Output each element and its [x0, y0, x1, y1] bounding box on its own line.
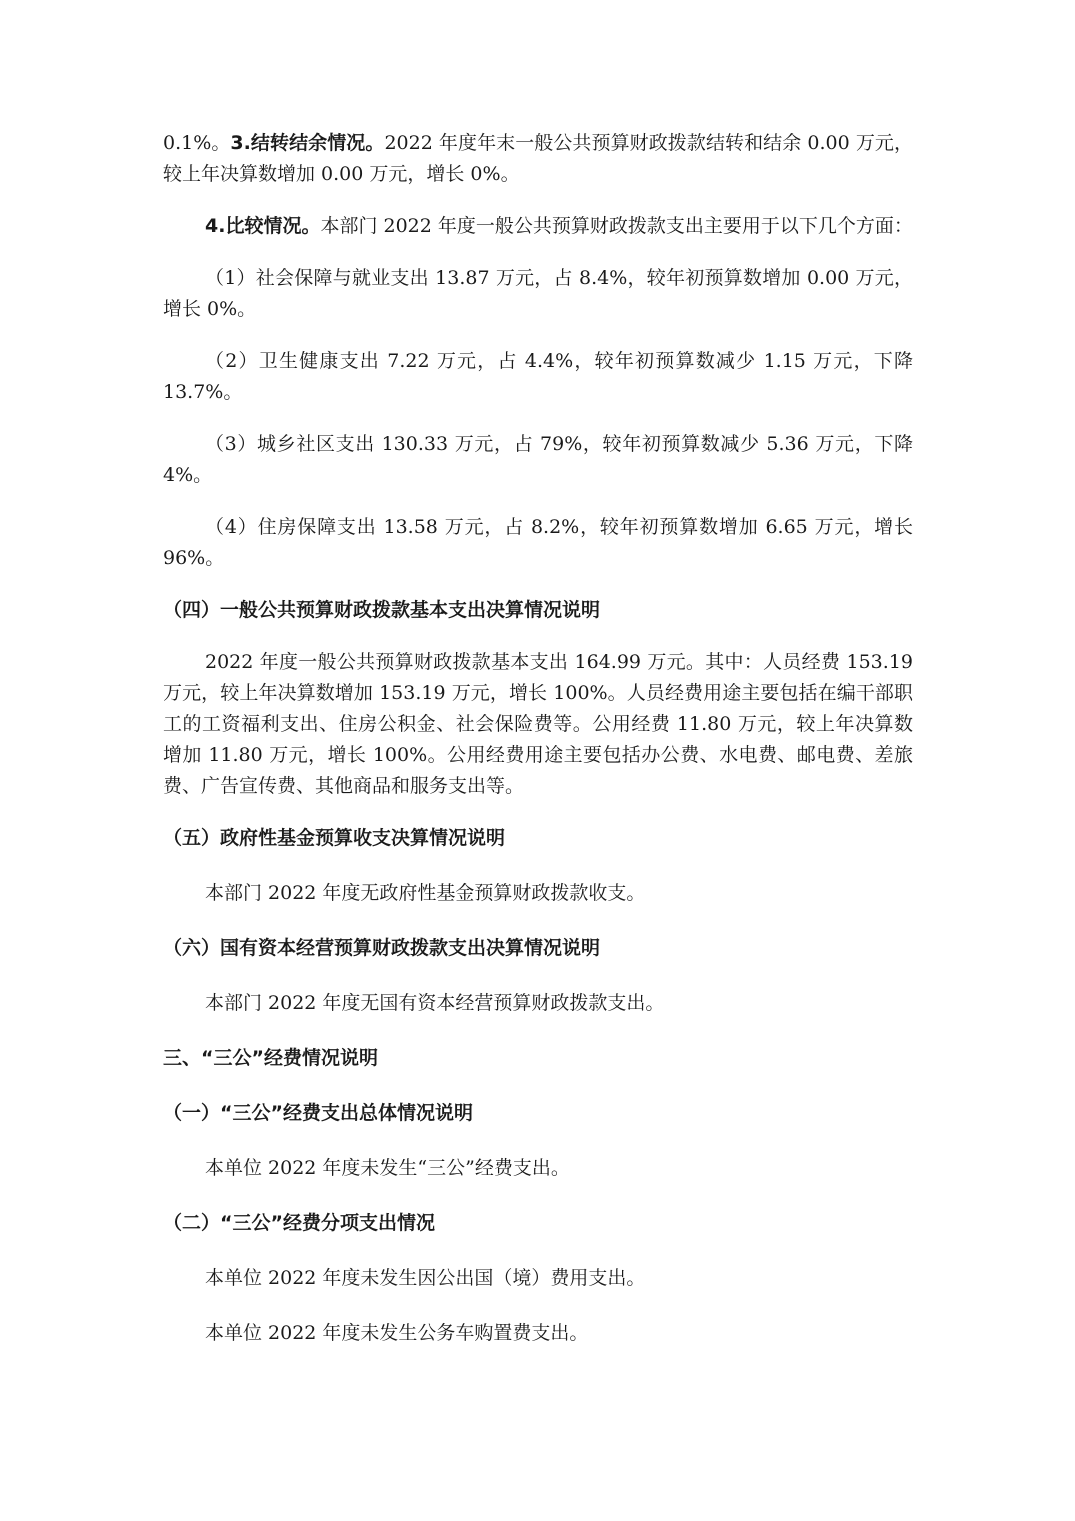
subheading-three-public-items: （二）“三公”经费分项支出情况: [163, 1212, 435, 1234]
list-item-housing: （4）住房保障支出 13.58 万元，占 8.2%，较年初预算数增加 6.65 万元，增长 96%。: [163, 516, 913, 569]
carryover-prefix: 0.1%。: [163, 132, 231, 154]
comparison-label: 4.比较情况。: [205, 215, 321, 237]
basic-expenditure-paragraph: 2022 年度一般公共预算财政拨款基本支出 164.99 万元。其中：人员经费 153.19 万元，较上年决算数增加 153.19 万元，增长 100%。人员经费用途主要包括在编干部职工的工资福利支出、住房公积金、社会保险费等。公用经费 11.80 万元，较上年决算数增加 11.80 万元，增长 100%。公用经费用途主要包括办公费、水电费、邮电费、差旅费、广告宣传费、其他商品和服务支出等。: [163, 651, 913, 797]
section-heading-state-capital: （六）国有资本经营预算财政拨款支出决算情况说明: [163, 937, 601, 959]
section-heading-government-fund: （五）政府性基金预算收支决算情况说明: [163, 827, 506, 849]
list-item-social-security: （1）社会保障与就业支出 13.87 万元，占 8.4%，较年初预算数增加 0.00 万元，增长 0%。: [163, 267, 913, 320]
section-heading-basic-expenditure: （四）一般公共预算财政拨款基本支出决算情况说明: [163, 599, 601, 621]
subheading-three-public-overall: （一）“三公”经费支出总体情况说明: [163, 1102, 473, 1124]
comparison-text: 本部门 2022 年度一般公共预算财政拨款支出主要用于以下几个方面：: [320, 215, 913, 237]
carryover-paragraph: [163, 128, 913, 190]
overseas-trip-paragraph: 本单位 2022 年度未发生因公出国（境）费用支出。: [205, 1267, 646, 1289]
three-public-overall-paragraph: 本单位 2022 年度未发生“三公”经费支出。: [205, 1157, 570, 1179]
document-page: [163, 128, 913, 1349]
government-fund-paragraph: 本部门 2022 年度无政府性基金预算财政拨款收支。: [205, 882, 646, 904]
list-item-health: （2）卫生健康支出 7.22 万元，占 4.4%，较年初预算数减少 1.15 万元，下降 13.7%。: [163, 350, 913, 403]
section-heading-three-public: 三、“三公”经费情况说明: [163, 1047, 378, 1069]
carryover-text: 2022 年度年末一般公共预算财政拨款结转和结余 0.00 万元，较上年决算数增加 0.00 万元，增长 0%。: [163, 132, 913, 185]
comparison-paragraph: [163, 211, 913, 242]
list-item-urban-community: （3）城乡社区支出 130.33 万元，占 79%，较年初预算数减少 5.36 万元，下降 4%。: [163, 433, 913, 486]
vehicle-purchase-paragraph: 本单位 2022 年度未发生公务车购置费支出。: [205, 1322, 589, 1344]
carryover-label: 3.结转结余情况。: [230, 132, 385, 154]
state-capital-paragraph: 本部门 2022 年度无国有资本经营预算财政拨款支出。: [205, 992, 665, 1014]
